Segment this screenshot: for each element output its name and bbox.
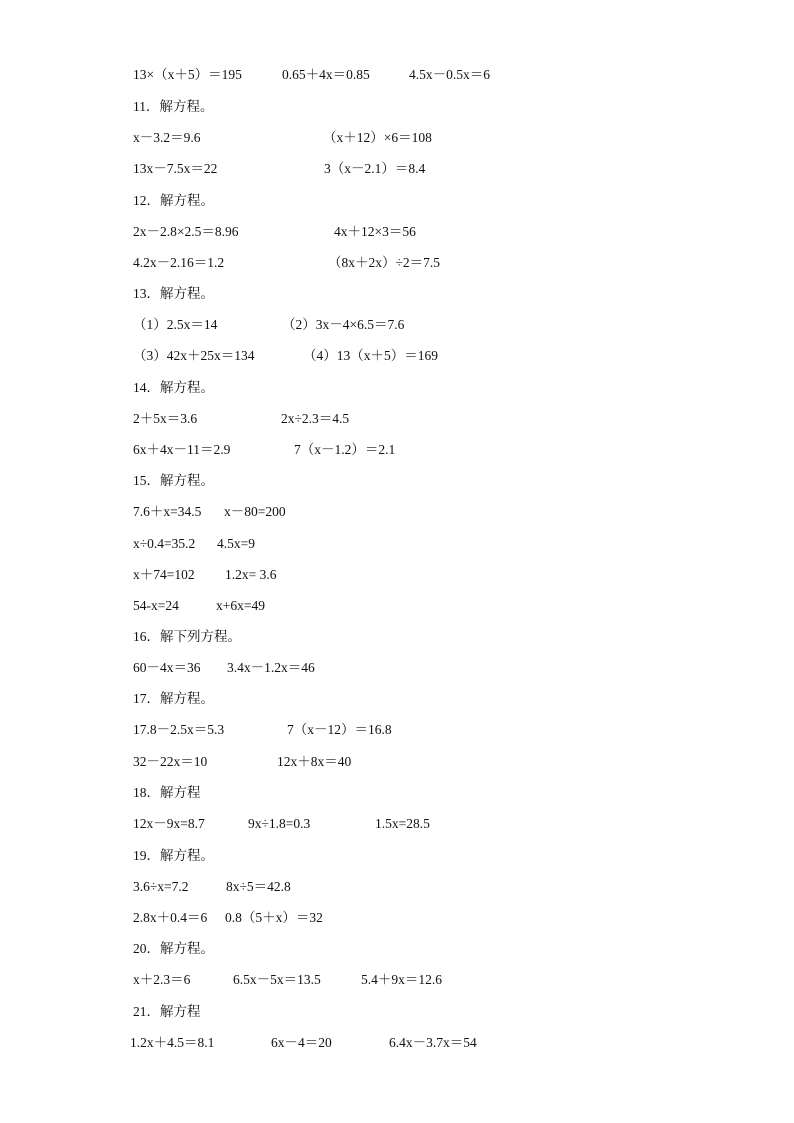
equation-text: 2x÷2.3＝4.5 — [281, 411, 350, 426]
equation-text: 0.65＋4x＝0.85 — [282, 67, 370, 82]
equation-text: x－80=200 — [224, 504, 286, 519]
equation-row — [0, 63, 794, 87]
equation-row — [0, 563, 794, 587]
heading-text: 11．解方程。 — [133, 99, 214, 114]
equation-row — [0, 656, 794, 680]
equation-row — [0, 126, 794, 150]
equation-text: 1.2x＋4.5＝8.1 — [130, 1035, 215, 1050]
problem-heading — [0, 282, 794, 306]
heading-text: 14．解方程。 — [133, 380, 214, 395]
equation-text: 7（x－1.2）＝2.1 — [294, 442, 396, 457]
equation-text: 5.4＋9x＝12.6 — [361, 972, 442, 987]
heading-text: 16．解下列方程。 — [133, 629, 241, 644]
equation-text: 0.8（5＋x）＝32 — [225, 910, 323, 925]
equation-text: 4x＋12×3＝56 — [334, 224, 416, 239]
equation-text: 12x＋8x＝40 — [277, 754, 352, 769]
equation-row — [0, 251, 794, 275]
problem-heading — [0, 1000, 794, 1024]
equation-row — [0, 875, 794, 899]
problem-heading — [0, 687, 794, 711]
equation-text: （2）3x－4×6.5＝7.6 — [282, 317, 405, 332]
problem-heading — [0, 376, 794, 400]
equation-text: 8x÷5＝42.8 — [226, 879, 291, 894]
equation-text: 6.5x－5x＝13.5 — [233, 972, 321, 987]
equation-text: （x＋12）×6＝108 — [323, 130, 432, 145]
equation-text: 32－22x＝10 — [133, 754, 208, 769]
problem-heading — [0, 937, 794, 961]
equation-text: （1）2.5x＝14 — [133, 317, 218, 332]
equation-text: 4.5x=9 — [217, 536, 255, 551]
equation-text: 6x＋4x－11＝2.9 — [133, 442, 231, 457]
heading-text: 19．解方程。 — [133, 848, 214, 863]
equation-row — [0, 1031, 794, 1055]
equation-text: 4.2x－2.16＝1.2 — [133, 255, 225, 270]
problem-heading — [0, 625, 794, 649]
equation-text: 13x－7.5x＝22 — [133, 161, 218, 176]
equation-text: 2.8x＋0.4＝6 — [133, 910, 208, 925]
equation-text: 3（x－2.1）＝8.4 — [324, 161, 426, 176]
equation-row — [0, 344, 794, 368]
equation-text: 7.6＋x=34.5 — [133, 504, 202, 519]
equation-text: （8x＋2x）÷2＝7.5 — [328, 255, 441, 270]
equation-text: 17.8－2.5x＝5.3 — [133, 722, 225, 737]
equation-row — [0, 532, 794, 556]
heading-text: 12．解方程。 — [133, 193, 214, 208]
equation-text: 54-x=24 — [133, 598, 179, 613]
equation-text: （3）42x＋25x＝134 — [133, 348, 255, 363]
equation-row — [0, 500, 794, 524]
equation-row — [0, 968, 794, 992]
equation-text: 1.5x=28.5 — [375, 816, 430, 831]
equation-text: 9x÷1.8=0.3 — [248, 816, 311, 831]
problem-heading — [0, 469, 794, 493]
heading-text: 21．解方程 — [133, 1004, 201, 1019]
heading-text: 20．解方程。 — [133, 941, 214, 956]
equation-text: （4）13（x＋5）＝169 — [303, 348, 438, 363]
equation-row — [0, 906, 794, 930]
equation-text: 2＋5x＝3.6 — [133, 411, 198, 426]
equation-text: 12x－9x=8.7 — [133, 816, 205, 831]
equation-row — [0, 594, 794, 618]
equation-row — [0, 750, 794, 774]
equation-text: 13×（x＋5）＝195 — [133, 67, 242, 82]
problem-heading — [0, 844, 794, 868]
equation-text: x－3.2＝9.6 — [133, 130, 201, 145]
problem-heading — [0, 95, 794, 119]
problem-heading — [0, 781, 794, 805]
equation-text: x+6x=49 — [216, 598, 265, 613]
equation-text: 1.2x= 3.6 — [225, 567, 277, 582]
equation-text: 3.6÷x=7.2 — [133, 879, 189, 894]
equation-text: x＋2.3＝6 — [133, 972, 191, 987]
heading-text: 18．解方程 — [133, 785, 201, 800]
equation-text: 3.4x－1.2x＝46 — [227, 660, 315, 675]
equation-row — [0, 812, 794, 836]
heading-text: 17．解方程。 — [133, 691, 214, 706]
problem-heading — [0, 189, 794, 213]
equation-text: x＋74=102 — [133, 567, 195, 582]
heading-text: 13．解方程。 — [133, 286, 214, 301]
equation-row — [0, 157, 794, 181]
equation-text: 4.5x－0.5x＝6 — [409, 67, 490, 82]
equation-text: 6.4x－3.7x＝54 — [389, 1035, 477, 1050]
equation-row — [0, 407, 794, 431]
equation-text: 7（x－12）＝16.8 — [287, 722, 392, 737]
equation-row — [0, 438, 794, 462]
equation-row — [0, 718, 794, 742]
equation-row — [0, 313, 794, 337]
equation-text: 60－4x＝36 — [133, 660, 201, 675]
equation-row — [0, 220, 794, 244]
heading-text: 15．解方程。 — [133, 473, 214, 488]
equation-text: 6x－4＝20 — [271, 1035, 332, 1050]
equation-text: 2x－2.8×2.5＝8.96 — [133, 224, 239, 239]
equation-text: x÷0.4=35.2 — [133, 536, 196, 551]
